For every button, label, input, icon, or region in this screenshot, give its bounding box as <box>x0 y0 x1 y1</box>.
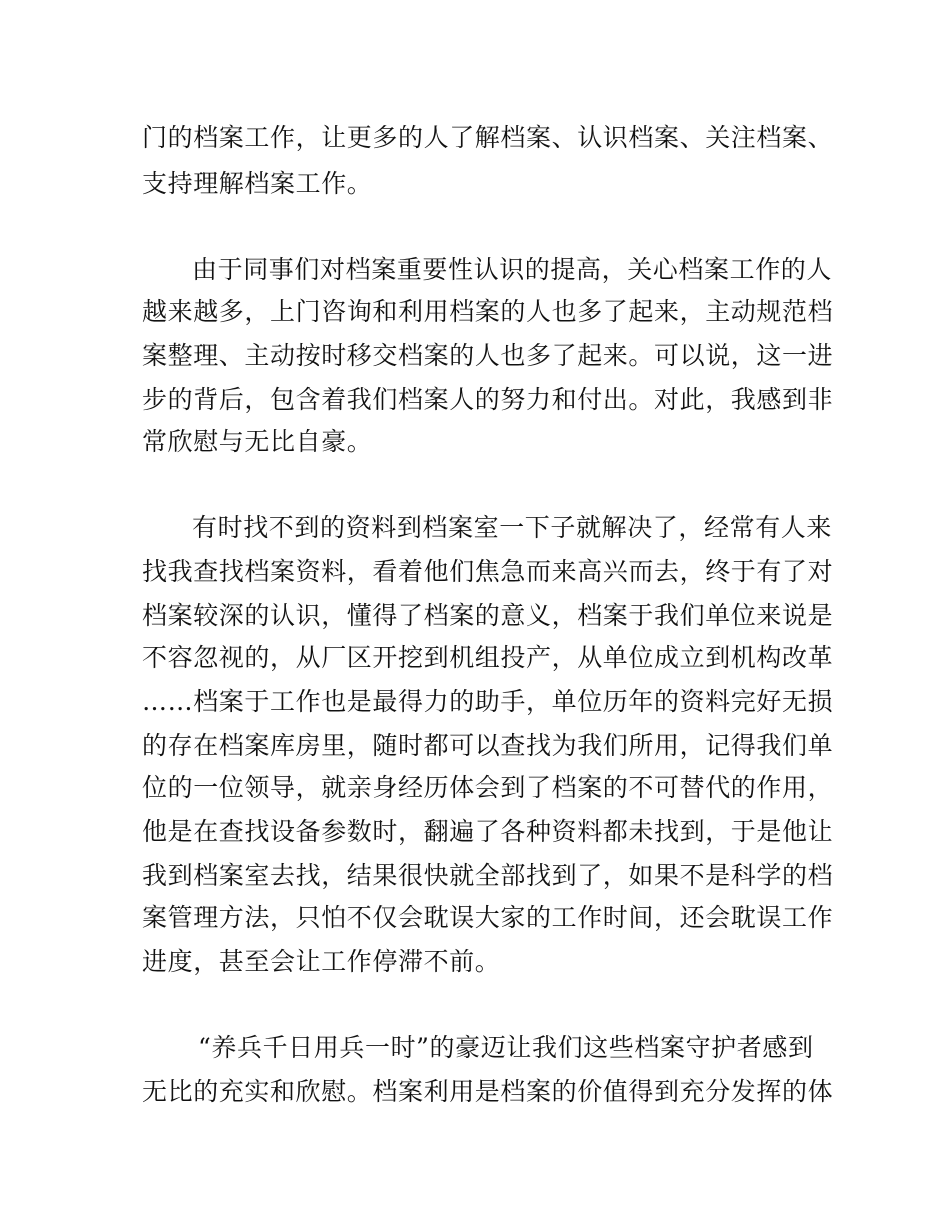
paragraph-3-line-5: ……档案于工作也是最得力的助手，单位历年的资料完好无损 <box>142 687 834 716</box>
paragraph-4-line-1: “养兵千日用兵一时”的豪迈让我们这些档案守护者感到 <box>198 1033 814 1062</box>
paragraph-4-line-2: 无比的充实和欣慰。档案利用是档案的价值得到充分发挥的体 <box>142 1077 834 1106</box>
paragraph-3-line-8: 他是在查找设备参数时，翻遍了各种资料都未找到，于是他让 <box>142 817 834 846</box>
paragraph-3-line-6: 的存在档案库房里，随时都可以查找为我们所用，记得我们单 <box>142 731 834 760</box>
paragraph-3-line-1: 有时找不到的资料到档案室一下子就解决了，经常有人来 <box>192 513 833 542</box>
paragraph-2-line-4: 步的背后，包含着我们档案人的努力和付出。对此，我感到非 <box>142 385 834 414</box>
paragraph-3-line-10: 案管理方法，只怕不仅会耽误大家的工作时间，还会耽误工作 <box>142 903 834 932</box>
paragraph-3-line-4: 不容忽视的，从厂区开挖到机组投产，从单位成立到机构改革 <box>142 643 834 672</box>
paragraph-2-line-2: 越来越多，上门咨询和利用档案的人也多了起来，主动规范档 <box>142 297 834 326</box>
paragraph-2-line-3: 案整理、主动按时移交档案的人也多了起来。可以说，这一进 <box>142 341 834 370</box>
paragraph-2-line-1: 由于同事们对档案重要性认识的提高，关心档案工作的人 <box>192 255 833 284</box>
paragraph-1-line-1: 门的档案工作，让更多的人了解档案、认识档案、关注档案、 <box>142 123 834 152</box>
paragraph-3-line-2: 找我查找档案资料，看着他们焦急而来高兴而去，终于有了对 <box>142 557 834 586</box>
paragraph-1-line-2: 支持理解档案工作。 <box>142 169 373 198</box>
paragraph-3-line-7: 位的一位领导，就亲身经历体会到了档案的不可替代的作用， <box>142 773 834 802</box>
paragraph-3-line-11: 进度，甚至会让工作停滞不前。 <box>142 947 501 976</box>
paragraph-2-line-5: 常欣慰与无比自豪。 <box>142 427 373 456</box>
paragraph-3-line-9: 我到档案室去找，结果很快就全部找到了，如果不是科学的档 <box>142 861 834 890</box>
paragraph-3-line-3: 档案较深的认识，懂得了档案的意义，档案于我们单位来说是 <box>142 601 834 630</box>
